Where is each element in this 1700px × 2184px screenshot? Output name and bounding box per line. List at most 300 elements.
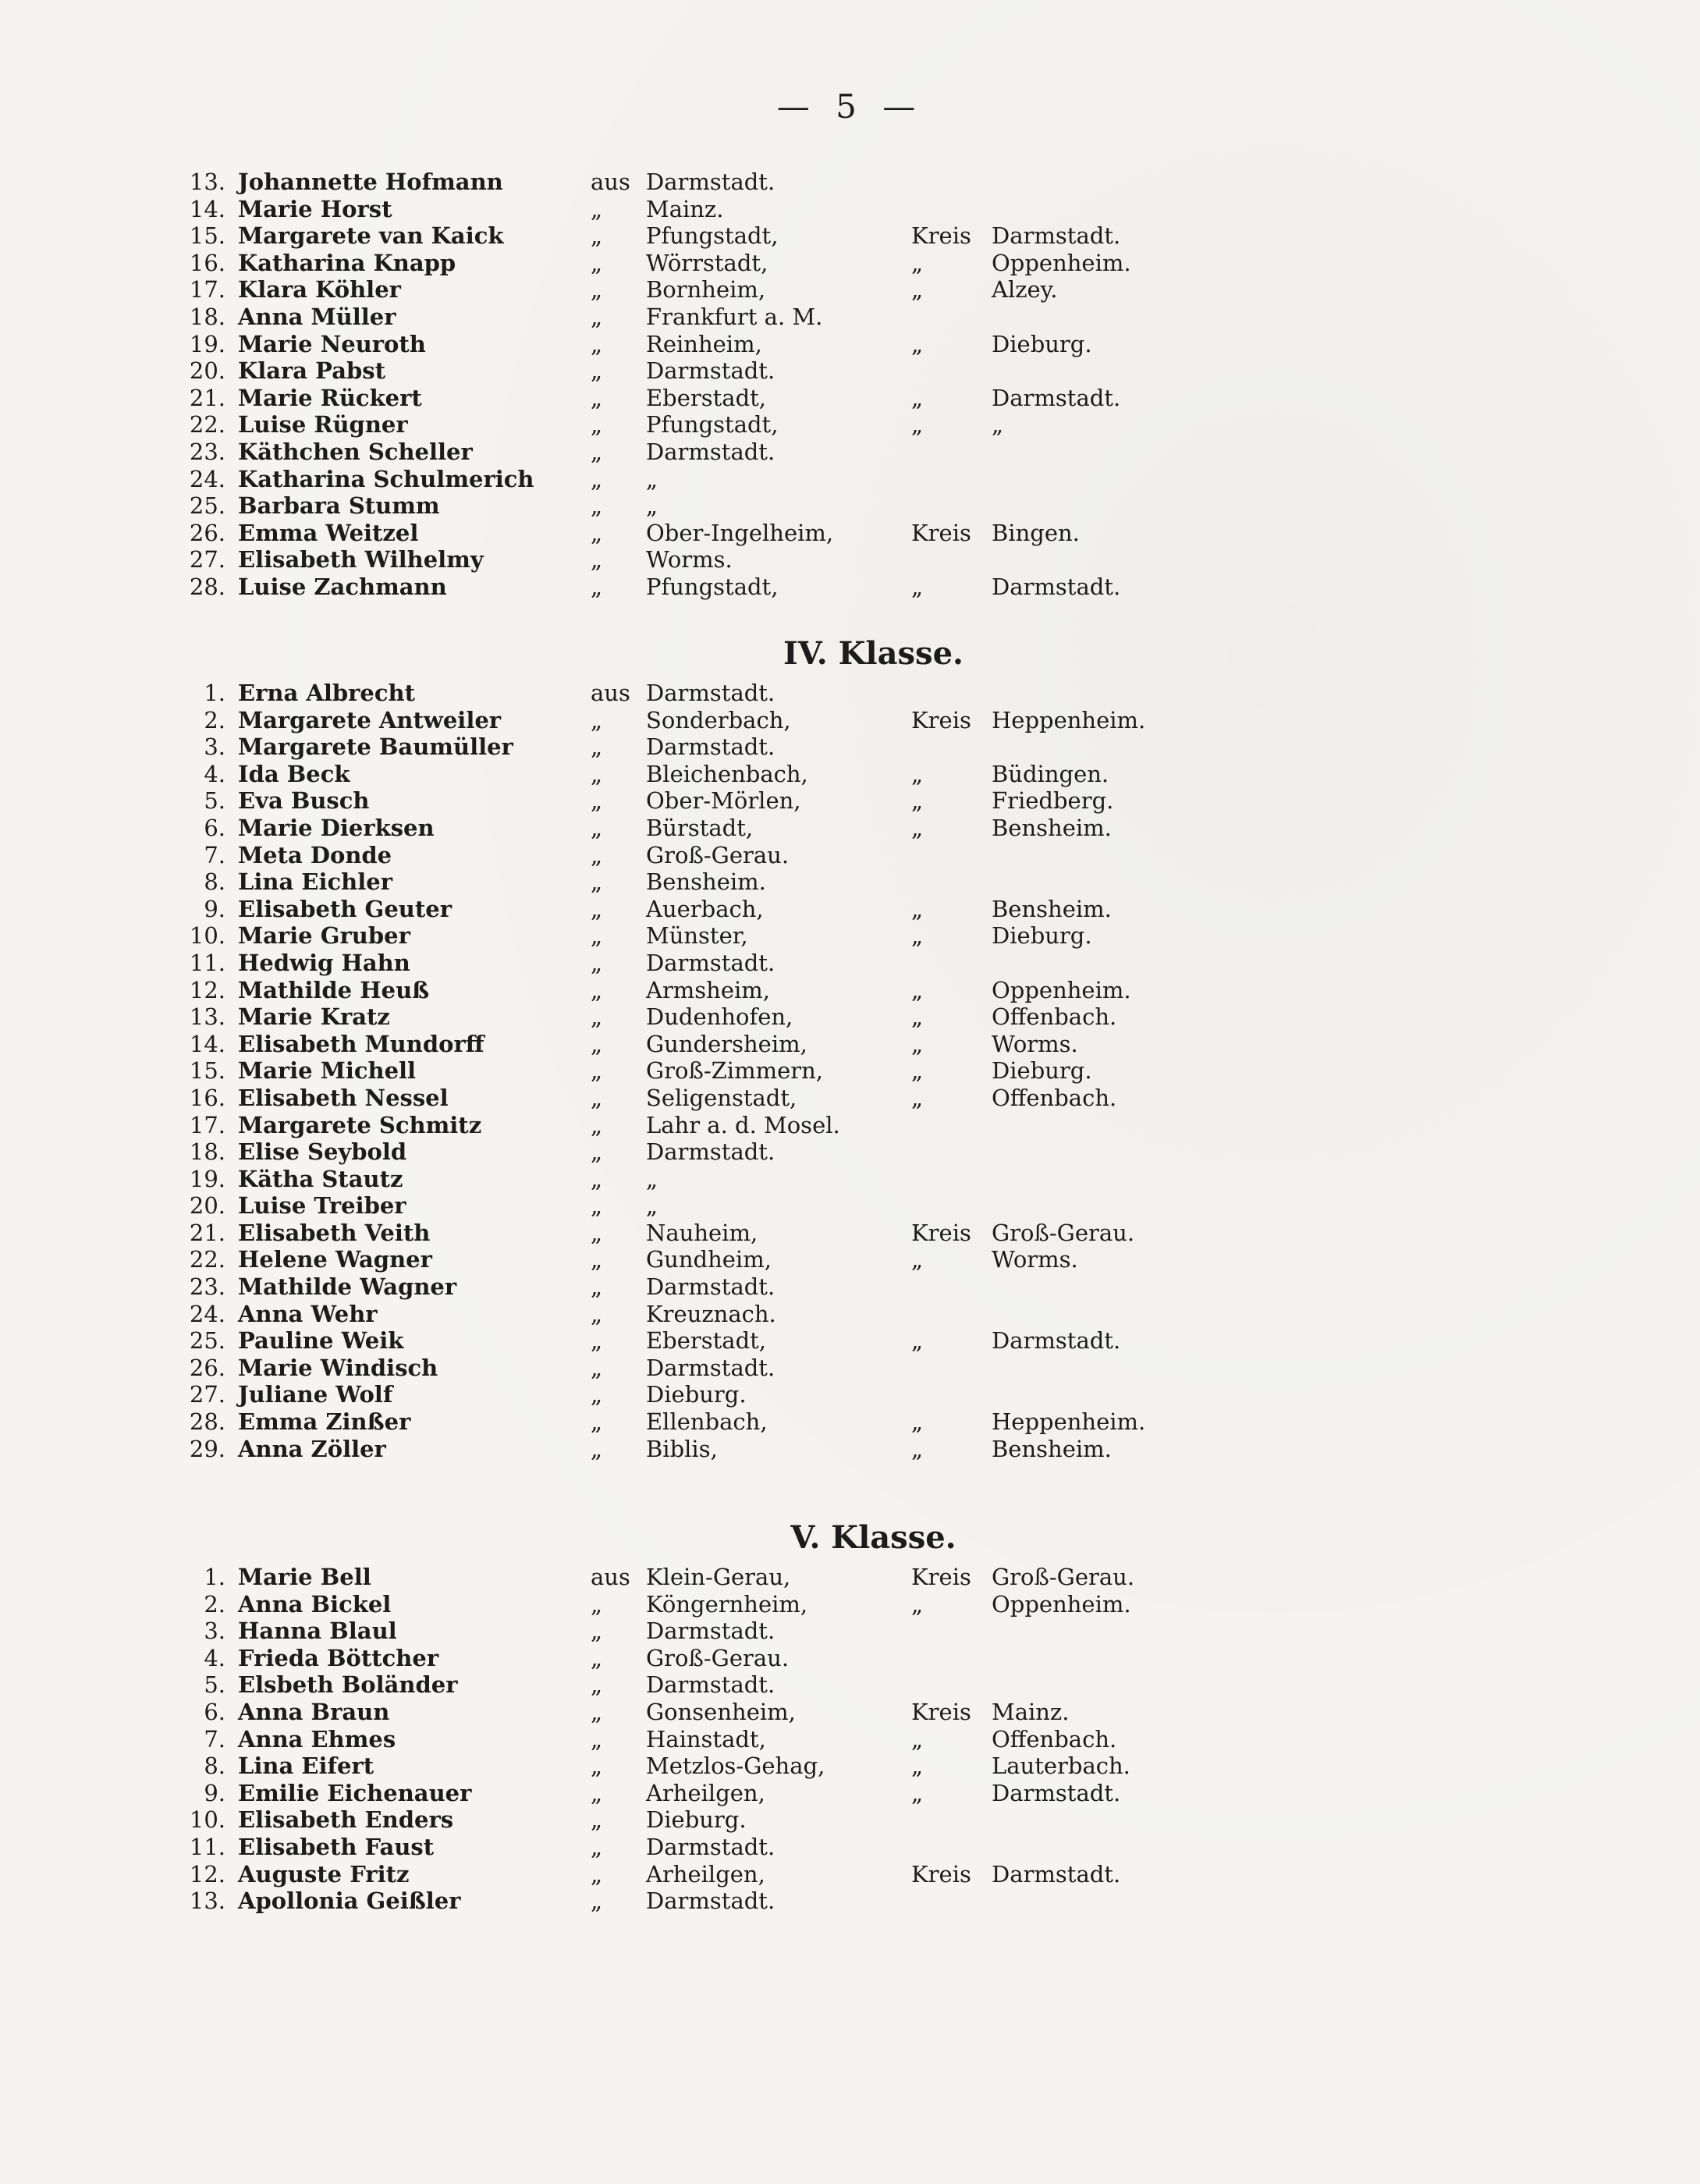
origin-prefix: „	[591, 1618, 603, 1645]
origin-prefix: „	[591, 303, 603, 330]
origin-prefix: „	[591, 276, 603, 304]
entry-number: 2.	[204, 1590, 225, 1618]
list-item	[0, 1436, 1700, 1463]
district-label: „	[911, 922, 924, 950]
student-name: Anna Bickel	[238, 1590, 392, 1618]
student-name: Marie Bell	[238, 1564, 371, 1590]
hometown: Darmstadt.	[646, 438, 775, 465]
origin-prefix: „	[591, 1300, 603, 1327]
district-name: Oppenheim.	[992, 1590, 1131, 1618]
entry-number: 27.	[189, 546, 225, 574]
list-item	[0, 520, 1700, 547]
student-name: Elisabeth Faust	[238, 1833, 435, 1860]
list-item	[0, 977, 1700, 1004]
district-label: „	[911, 249, 924, 276]
hometown: Pfungstadt,	[646, 411, 779, 439]
list-item	[0, 1031, 1700, 1058]
origin-prefix: „	[591, 1590, 603, 1618]
district-label: Kreis	[911, 706, 971, 733]
hometown: Lahr a. d. Mosel.	[646, 1111, 840, 1138]
origin-prefix: „	[591, 1057, 603, 1085]
hometown: Münster,	[646, 922, 748, 950]
district-name: Darmstadt.	[992, 384, 1121, 411]
district-name: Dieburg.	[992, 1057, 1092, 1085]
list-item	[0, 331, 1700, 358]
list-item	[0, 1645, 1700, 1672]
entry-number: 29.	[189, 1435, 225, 1462]
hometown: Eberstadt,	[646, 384, 767, 411]
entry-number: 13.	[189, 1003, 225, 1031]
list-item	[0, 304, 1700, 331]
student-name: Lina Eichler	[238, 868, 392, 896]
origin-prefix: „	[591, 1408, 603, 1436]
entry-number: 5.	[204, 787, 225, 815]
district-label: „	[911, 1753, 924, 1780]
list-item	[0, 1085, 1700, 1112]
student-name: Auguste Fritz	[238, 1860, 410, 1887]
district-label: „	[911, 1408, 924, 1436]
list-item	[0, 1726, 1700, 1753]
district-name: Bingen.	[992, 519, 1080, 546]
hometown: Darmstadt.	[646, 1618, 775, 1645]
hometown: Bleichenbach,	[646, 760, 808, 787]
hometown: Gundersheim,	[646, 1030, 807, 1057]
district-label: „	[911, 1590, 924, 1618]
student-name: Frieda Böttcher	[238, 1644, 439, 1671]
hometown: Arheilgen,	[646, 1860, 765, 1887]
district-name: Oppenheim.	[992, 976, 1131, 1003]
hometown: Darmstadt.	[646, 1138, 775, 1166]
student-name: Elisabeth Wilhelmy	[238, 546, 484, 574]
list-item	[0, 815, 1700, 842]
student-name: Luise Zachmann	[238, 573, 447, 600]
section-heading: V. Klasse.	[790, 1519, 956, 1556]
entry-number: 20.	[189, 357, 225, 385]
district-label: „	[911, 1003, 924, 1031]
list-item	[0, 492, 1700, 520]
entry-number: 3.	[204, 733, 225, 761]
entry-number: 21.	[189, 384, 225, 411]
district-label: Kreis	[911, 222, 971, 250]
district-label: Kreis	[911, 1860, 971, 1887]
origin-prefix: „	[591, 330, 603, 357]
hometown: Wörrstadt,	[646, 249, 768, 276]
entry-number: 5.	[204, 1671, 225, 1699]
entry-number: 26.	[189, 519, 225, 546]
district-name: Heppenheim.	[992, 706, 1146, 733]
hometown: Seligenstadt,	[646, 1084, 797, 1111]
entry-number: 23.	[189, 1273, 225, 1301]
student-name: Elsbeth Boländer	[238, 1671, 458, 1699]
list-item	[0, 1220, 1700, 1247]
origin-prefix: „	[591, 1779, 603, 1806]
district-name: Mainz.	[992, 1698, 1070, 1725]
student-name: Elisabeth Nessel	[238, 1084, 449, 1111]
hometown: Ober-Mörlen,	[646, 787, 801, 815]
origin-prefix: „	[591, 733, 603, 761]
list-item	[0, 250, 1700, 277]
district-label: „	[911, 330, 924, 357]
district-label: Kreis	[911, 1219, 971, 1246]
origin-prefix: „	[591, 1327, 603, 1355]
student-name: Emilie Eichenauer	[238, 1779, 472, 1806]
list-item	[0, 466, 1700, 493]
district-name: Worms.	[992, 1030, 1078, 1057]
list-item	[0, 1699, 1700, 1726]
list-item	[0, 1381, 1700, 1408]
list-item	[0, 1057, 1700, 1085]
list-item	[0, 1166, 1700, 1193]
entry-number: 8.	[204, 868, 225, 896]
entry-number: 14.	[189, 1030, 225, 1057]
district-label: „	[911, 1084, 924, 1111]
student-name: Marie Kratz	[238, 1003, 390, 1031]
origin-prefix: „	[591, 1138, 603, 1166]
list-item	[0, 1780, 1700, 1807]
origin-prefix: „	[591, 1860, 603, 1887]
list-item	[0, 1003, 1700, 1031]
student-name: Elisabeth Geuter	[238, 895, 452, 922]
hometown: Mainz.	[646, 195, 724, 222]
origin-prefix: „	[591, 706, 603, 733]
list-item	[0, 922, 1700, 950]
hometown: Bensheim.	[646, 868, 766, 896]
origin-prefix: „	[591, 1084, 603, 1111]
origin-prefix: „	[591, 841, 603, 868]
district-label: „	[911, 276, 924, 304]
student-list	[0, 169, 1700, 601]
entry-number: 12.	[189, 1860, 225, 1887]
district-name: Lauterbach.	[992, 1753, 1130, 1780]
hometown: Darmstadt.	[646, 1887, 775, 1915]
hometown: Darmstadt.	[646, 733, 775, 761]
district-name: „	[992, 411, 1004, 439]
student-name: Mathilde Wagner	[238, 1273, 457, 1301]
origin-prefix: „	[591, 922, 603, 950]
hometown: „	[646, 492, 658, 520]
student-name: Margarete van Kaick	[238, 222, 504, 250]
hometown: „	[646, 1165, 658, 1192]
origin-prefix: „	[591, 1887, 603, 1915]
list-item	[0, 1273, 1700, 1301]
entry-number: 3.	[204, 1618, 225, 1645]
origin-prefix: „	[591, 1644, 603, 1671]
section-class-iv	[0, 628, 1700, 1462]
entry-number: 22.	[189, 411, 225, 439]
origin-prefix: „	[591, 1833, 603, 1860]
hometown: Auerbach,	[646, 895, 764, 922]
origin-prefix: „	[591, 492, 603, 520]
list-item	[0, 1564, 1700, 1591]
origin-prefix: „	[591, 195, 603, 222]
student-name: Emma Zinßer	[238, 1408, 411, 1436]
hometown: Darmstadt.	[646, 1833, 775, 1860]
origin-prefix: „	[591, 1381, 603, 1408]
list-item	[0, 1408, 1700, 1436]
district-label: Kreis	[911, 519, 971, 546]
entry-number: 4.	[204, 1644, 225, 1671]
entry-number: 17.	[189, 276, 225, 304]
hometown: Bornheim,	[646, 276, 766, 304]
list-item	[0, 1671, 1700, 1699]
district-label: „	[911, 1779, 924, 1806]
section-class-iii-continued	[0, 169, 1700, 601]
district-label: Kreis	[911, 1698, 971, 1725]
list-item	[0, 546, 1700, 574]
student-name: Juliane Wolf	[238, 1381, 393, 1408]
list-item	[0, 787, 1700, 815]
page-number: — 5 —	[776, 87, 924, 126]
district-name: Dieburg.	[992, 922, 1092, 950]
student-name: Barbara Stumm	[238, 492, 440, 520]
student-name: Hanna Blaul	[238, 1618, 397, 1645]
origin-prefix: „	[591, 949, 603, 976]
district-name: Bensheim.	[992, 814, 1112, 841]
hometown: Frankfurt a. M.	[646, 303, 823, 330]
list-item	[0, 1806, 1700, 1834]
district-name: Darmstadt.	[992, 222, 1121, 250]
student-name: Anna Zöller	[238, 1435, 386, 1462]
origin-prefix: „	[591, 1354, 603, 1381]
entry-number: 28.	[189, 1408, 225, 1436]
hometown: Reinheim,	[646, 330, 762, 357]
hometown: Dieburg.	[646, 1381, 747, 1408]
origin-prefix: „	[591, 814, 603, 841]
entry-number: 21.	[189, 1219, 225, 1246]
entry-number: 27.	[189, 1381, 225, 1408]
student-name: Kätha Stautz	[238, 1165, 403, 1192]
hometown: Arheilgen,	[646, 1779, 765, 1806]
student-name: Johannette Hofmann	[238, 169, 503, 195]
origin-prefix: „	[591, 384, 603, 411]
student-name: Apollonia Geißler	[238, 1887, 461, 1915]
hometown: Ellenbach,	[646, 1408, 768, 1436]
origin-prefix: aus	[591, 169, 630, 195]
student-name: Anna Ehmes	[238, 1725, 396, 1753]
student-name: Ida Beck	[238, 760, 350, 787]
student-name: Erna Albrecht	[238, 680, 416, 706]
origin-prefix: „	[591, 1246, 603, 1273]
origin-prefix: „	[591, 1753, 603, 1780]
entry-number: 24.	[189, 465, 225, 492]
hometown: Darmstadt.	[646, 1671, 775, 1699]
student-name: Elisabeth Enders	[238, 1806, 454, 1834]
hometown: Darmstadt.	[646, 1273, 775, 1301]
list-item	[0, 868, 1700, 896]
entry-number: 28.	[189, 573, 225, 600]
hometown: Hainstadt,	[646, 1725, 766, 1753]
entry-number: 18.	[189, 303, 225, 330]
hometown: Köngernheim,	[646, 1590, 808, 1618]
district-name: Offenbach.	[992, 1084, 1117, 1111]
hometown: Darmstadt.	[646, 169, 775, 195]
district-name: Offenbach.	[992, 1725, 1117, 1753]
district-name: Worms.	[992, 1246, 1078, 1273]
district-label: „	[911, 384, 924, 411]
list-item	[0, 439, 1700, 466]
list-item	[0, 1138, 1700, 1166]
district-label: „	[911, 760, 924, 787]
origin-prefix: aus	[591, 1564, 630, 1590]
student-name: Marie Dierksen	[238, 814, 435, 841]
district-name: Offenbach.	[992, 1003, 1117, 1031]
district-label: „	[911, 1435, 924, 1462]
district-name: Dieburg.	[992, 330, 1092, 357]
district-label: „	[911, 976, 924, 1003]
origin-prefix: „	[591, 465, 603, 492]
hometown: Darmstadt.	[646, 1354, 775, 1381]
entry-number: 25.	[189, 492, 225, 520]
student-name: Elise Seybold	[238, 1138, 407, 1166]
origin-prefix: „	[591, 895, 603, 922]
entry-number: 4.	[204, 760, 225, 787]
hometown: Armsheim,	[646, 976, 771, 1003]
entry-number: 22.	[189, 1246, 225, 1273]
list-item	[0, 1246, 1700, 1273]
list-item	[0, 707, 1700, 734]
entry-number: 23.	[189, 438, 225, 465]
list-item	[0, 1591, 1700, 1618]
origin-prefix: „	[591, 868, 603, 896]
list-item	[0, 1618, 1700, 1645]
entry-number: 9.	[204, 895, 225, 922]
list-item	[0, 169, 1700, 196]
list-item	[0, 574, 1700, 601]
origin-prefix: „	[591, 976, 603, 1003]
student-name: Anna Braun	[238, 1698, 390, 1725]
list-item	[0, 950, 1700, 977]
origin-prefix: „	[591, 1806, 603, 1834]
entry-number: 7.	[204, 1725, 225, 1753]
entry-number: 15.	[189, 222, 225, 250]
origin-prefix: „	[591, 546, 603, 574]
entry-number: 6.	[204, 1698, 225, 1725]
list-item	[0, 1887, 1700, 1915]
list-item	[0, 1112, 1700, 1139]
list-item	[0, 222, 1700, 250]
district-label: „	[911, 1327, 924, 1355]
origin-prefix: „	[591, 411, 603, 439]
hometown: Dudenhofen,	[646, 1003, 793, 1031]
origin-prefix: „	[591, 787, 603, 815]
entry-number: 17.	[189, 1111, 225, 1138]
entry-number: 16.	[189, 1084, 225, 1111]
origin-prefix: „	[591, 1671, 603, 1699]
entry-number: 20.	[189, 1192, 225, 1220]
origin-prefix: „	[591, 249, 603, 276]
district-label: „	[911, 1030, 924, 1057]
origin-prefix: „	[591, 1698, 603, 1725]
hometown: Bürstadt,	[646, 814, 754, 841]
district-name: Darmstadt.	[992, 1779, 1121, 1806]
entry-number: 13.	[189, 1887, 225, 1915]
student-name: Klara Pabst	[238, 357, 385, 385]
district-label: „	[911, 814, 924, 841]
origin-prefix: „	[591, 1003, 603, 1031]
student-name: Margarete Antweiler	[238, 706, 502, 733]
origin-prefix: „	[591, 760, 603, 787]
hometown: Worms.	[646, 546, 733, 574]
entry-number: 11.	[189, 1833, 225, 1860]
entry-number: 1.	[204, 1564, 225, 1590]
student-name: Klara Köhler	[238, 276, 401, 304]
district-name: Darmstadt.	[992, 573, 1121, 600]
entry-number: 25.	[189, 1327, 225, 1355]
student-name: Anna Wehr	[238, 1300, 378, 1327]
entry-number: 7.	[204, 841, 225, 868]
hometown: Gundheim,	[646, 1246, 772, 1273]
origin-prefix: „	[591, 1219, 603, 1246]
origin-prefix: aus	[591, 680, 630, 706]
entry-number: 14.	[189, 195, 225, 222]
district-name: Bensheim.	[992, 895, 1112, 922]
origin-prefix: „	[591, 222, 603, 250]
entry-number: 18.	[189, 1138, 225, 1166]
student-name: Käthchen Scheller	[238, 438, 473, 465]
hometown: Ober-Ingelheim,	[646, 519, 834, 546]
hometown: Metzlos-Gehag,	[646, 1753, 825, 1780]
origin-prefix: „	[591, 357, 603, 385]
entry-number: 9.	[204, 1779, 225, 1806]
student-list	[0, 680, 1700, 1462]
origin-prefix: „	[591, 573, 603, 600]
section-heading: IV. Klasse.	[783, 635, 964, 672]
origin-prefix: „	[591, 1165, 603, 1192]
origin-prefix: „	[591, 519, 603, 546]
entry-number: 8.	[204, 1753, 225, 1780]
district-name: Bensheim.	[992, 1435, 1112, 1462]
entry-number: 26.	[189, 1354, 225, 1381]
hometown: Pfungstadt,	[646, 222, 779, 250]
student-name: Eva Busch	[238, 787, 370, 815]
student-name: Elisabeth Mundorff	[238, 1030, 484, 1057]
student-name: Elisabeth Veith	[238, 1219, 431, 1246]
district-name: Büdingen.	[992, 760, 1109, 787]
list-item	[0, 1355, 1700, 1382]
list-item	[0, 196, 1700, 223]
hometown: Groß-Gerau.	[646, 841, 790, 868]
entry-number: 19.	[189, 1165, 225, 1192]
entry-number: 2.	[204, 706, 225, 733]
hometown: Kreuznach.	[646, 1300, 776, 1327]
list-item	[0, 1301, 1700, 1328]
student-list	[0, 1564, 1700, 1915]
district-name: Darmstadt.	[992, 1860, 1121, 1887]
origin-prefix: „	[591, 1111, 603, 1138]
hometown: Gonsenheim,	[646, 1698, 796, 1725]
student-name: Emma Weitzel	[238, 519, 419, 546]
list-item	[0, 276, 1700, 304]
list-item	[0, 761, 1700, 788]
student-name: Luise Rügner	[238, 411, 408, 439]
list-item	[0, 411, 1700, 439]
district-label: „	[911, 1057, 924, 1085]
student-name: Mathilde Heuß	[238, 976, 430, 1003]
hometown: Dieburg.	[646, 1806, 747, 1834]
student-name: Lina Eifert	[238, 1753, 374, 1780]
hometown: Darmstadt.	[646, 680, 775, 706]
entry-number: 15.	[189, 1057, 225, 1085]
entry-number: 24.	[189, 1300, 225, 1327]
hometown: Sonderbach,	[646, 706, 791, 733]
district-label: „	[911, 1246, 924, 1273]
district-name: Darmstadt.	[992, 1327, 1121, 1355]
origin-prefix: „	[591, 1435, 603, 1462]
entry-number: 11.	[189, 949, 225, 976]
hometown: Darmstadt.	[646, 357, 775, 385]
entry-number: 13.	[189, 169, 225, 195]
hometown: Groß-Gerau.	[646, 1644, 790, 1671]
